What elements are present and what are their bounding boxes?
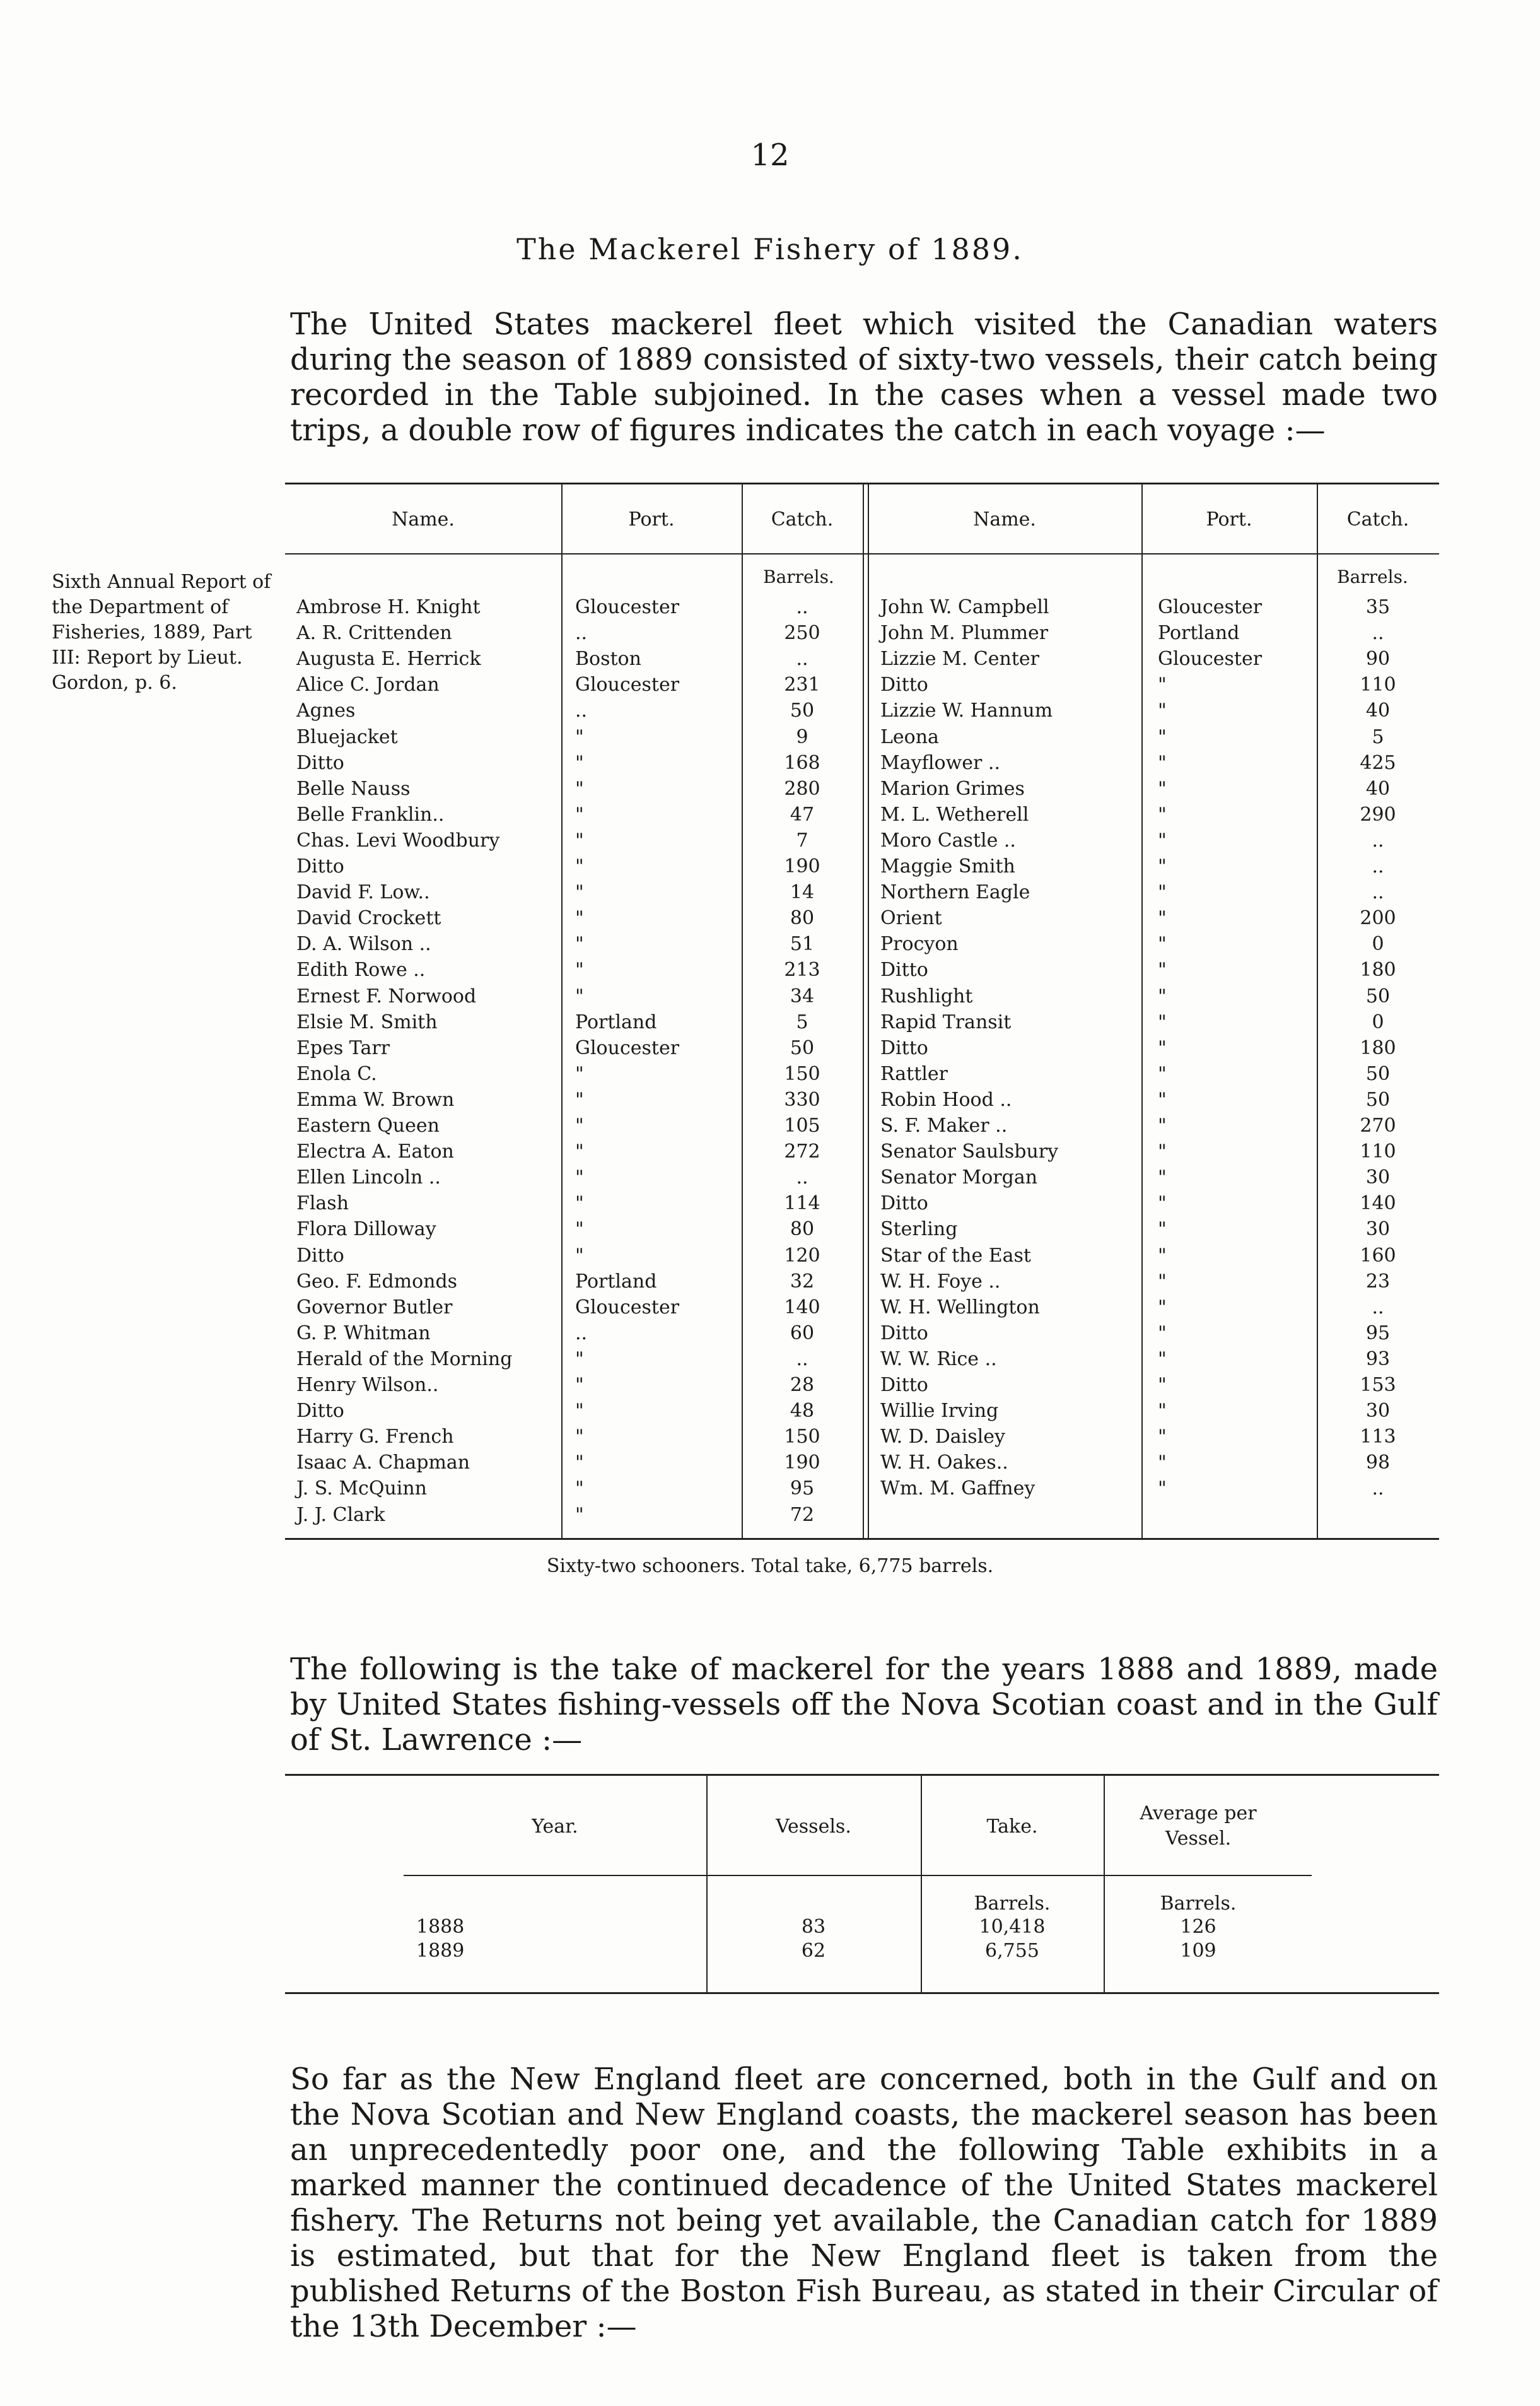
take-header-vessels: Vessels.	[776, 1816, 851, 1838]
right-vessel-name: Orient	[880, 907, 942, 929]
left-vessel-port: "	[575, 1192, 584, 1214]
right-vessel-port: "	[1158, 1452, 1167, 1474]
right-vessel-port: "	[1158, 1166, 1167, 1188]
left-vessel-name: Ditto	[296, 1400, 344, 1422]
left-vessel-port: "	[575, 804, 584, 826]
left-vessel-catch: 231	[784, 674, 820, 696]
left-vessel-port: "	[575, 1504, 584, 1526]
left-vessel-name: Augusta E. Herrick	[296, 648, 481, 670]
left-vessel-catch: 280	[784, 778, 820, 800]
left-vessel-port: Gloucester	[575, 1037, 680, 1059]
right-vessel-name: Lizzie W. Hannum	[880, 700, 1053, 722]
left-vessel-catch: 95	[790, 1477, 815, 1499]
left-vessel-port: "	[575, 1477, 584, 1499]
right-vessel-port: "	[1158, 1011, 1167, 1033]
take-average-cell: 109	[1180, 1940, 1216, 1962]
left-vessel-name: Governor Butler	[296, 1296, 453, 1318]
right-vessel-port: "	[1158, 1270, 1167, 1293]
unit-barrels-left: Barrels.	[763, 566, 834, 587]
right-vessel-name: Robin Hood ..	[880, 1089, 1012, 1111]
right-vessel-catch: 40	[1365, 778, 1391, 800]
left-vessel-name: Herald of the Morning	[296, 1348, 513, 1370]
right-vessel-name: Rapid Transit	[880, 1011, 1012, 1033]
right-vessel-catch: 93	[1365, 1348, 1391, 1370]
right-vessel-port: "	[1158, 1063, 1167, 1085]
left-vessel-name: Chas. Levi Woodbury	[296, 830, 500, 852]
right-vessel-catch: 40	[1365, 700, 1391, 722]
take-unit-average: Barrels.	[1160, 1893, 1237, 1915]
left-vessel-port: "	[575, 726, 584, 748]
right-vessel-name: W. W. Rice ..	[880, 1348, 997, 1370]
left-vessel-name: Ellen Lincoln ..	[296, 1166, 441, 1188]
left-vessel-catch: 50	[790, 1037, 815, 1059]
right-vessel-catch: ..	[1372, 830, 1384, 852]
left-vessel-name: Eastern Queen	[296, 1115, 440, 1137]
left-vessel-port: "	[575, 907, 584, 929]
left-vessel-catch: 272	[784, 1141, 820, 1163]
left-vessel-catch: 105	[784, 1115, 820, 1137]
right-vessel-name: Ditto	[880, 959, 928, 981]
right-vessel-catch: 200	[1360, 907, 1396, 929]
take-unit-take: Barrels.	[974, 1893, 1051, 1915]
right-vessel-name: Wm. M. Gaffney	[880, 1477, 1035, 1499]
left-vessel-port: "	[575, 1115, 584, 1137]
left-vessel-name: Isaac A. Chapman	[296, 1452, 470, 1474]
left-vessel-catch: 213	[784, 959, 820, 981]
left-vessel-catch: 7	[796, 830, 808, 852]
left-vessel-port: "	[575, 830, 584, 852]
right-vessel-catch: 50	[1365, 1089, 1391, 1111]
right-vessel-catch: ..	[1372, 1296, 1384, 1318]
right-vessel-name: Maggie Smith	[880, 855, 1015, 877]
right-vessel-catch: 23	[1365, 1270, 1391, 1293]
left-vessel-port: "	[575, 1063, 584, 1085]
left-vessel-catch: 5	[796, 1011, 808, 1033]
right-vessel-port: "	[1158, 881, 1167, 903]
right-vessel-port: "	[1158, 933, 1167, 955]
left-vessel-name: Harry G. French	[296, 1426, 454, 1448]
right-vessel-name: John M. Plummer	[880, 622, 1049, 644]
right-vessel-name: Procyon	[880, 933, 959, 955]
left-vessel-port: "	[575, 752, 584, 774]
right-vessel-port: "	[1158, 1400, 1167, 1422]
col-divider-double	[863, 483, 864, 1538]
left-vessel-name: Elsie M. Smith	[296, 1011, 438, 1033]
right-vessel-port: "	[1158, 1245, 1167, 1267]
left-vessel-name: Enola C.	[296, 1063, 377, 1085]
left-vessel-name: Epes Tarr	[296, 1037, 390, 1059]
left-vessel-name: Ernest F. Norwood	[296, 985, 477, 1007]
right-vessel-name: W. D. Daisley	[880, 1426, 1005, 1448]
right-vessel-name: Senator Saulsbury	[880, 1141, 1059, 1163]
right-vessel-name: Northern Eagle	[880, 881, 1030, 903]
right-vessel-port: "	[1158, 1426, 1167, 1448]
left-vessel-catch: 190	[784, 1452, 820, 1474]
right-vessel-name: John W. Campbell	[880, 596, 1049, 618]
left-vessel-port: ..	[575, 1322, 588, 1344]
col-divider	[561, 483, 563, 1538]
left-vessel-name: Ambrose H. Knight	[296, 596, 481, 618]
left-vessel-catch: 120	[784, 1245, 820, 1267]
intro-paragraph: The United States mackerel fleet which visited the Canadian waters during the season of 1889 consisted of sixty-two vessels, their catch being recorded in the Table subjoined. In the cases when a vessel made two trips, a double row of figures indicates the catch in each voyage :—	[290, 307, 1438, 448]
left-vessel-name: Agnes	[296, 700, 356, 722]
right-vessel-port: "	[1158, 959, 1167, 981]
margin-note: Sixth Annual Report of the Department of Fisheries, 1889, Part III: Report by Lieut. Gordon, p. 6.	[52, 571, 271, 694]
left-vessel-catch: 34	[790, 985, 815, 1007]
left-vessel-catch: 150	[784, 1426, 820, 1448]
right-vessel-name: Senator Morgan	[880, 1166, 1038, 1188]
table-header-rule	[285, 553, 1439, 555]
left-vessel-catch: 80	[790, 1218, 815, 1240]
right-vessel-port: "	[1158, 752, 1167, 774]
right-vessel-port: "	[1158, 907, 1167, 929]
table-top-rule	[285, 483, 1439, 484]
right-vessel-catch: 50	[1365, 1063, 1391, 1085]
right-vessel-port: "	[1158, 726, 1167, 748]
left-vessel-name: Alice C. Jordan	[296, 674, 440, 696]
take-vessels-cell: 83	[801, 1916, 826, 1938]
left-vessel-port: ..	[575, 700, 588, 722]
right-vessel-port: "	[1158, 1348, 1167, 1370]
take-table-header-rule	[404, 1875, 1312, 1876]
page-number: 12	[750, 138, 790, 173]
left-vessel-port: "	[575, 959, 584, 981]
left-vessel-port: "	[575, 1452, 584, 1474]
take-take-cell: 6,755	[985, 1940, 1039, 1962]
left-vessel-catch: 80	[790, 907, 815, 929]
right-vessel-port: Portland	[1158, 622, 1240, 644]
right-vessel-name: Ditto	[880, 1192, 928, 1214]
right-vessel-name: S. F. Maker ..	[880, 1115, 1008, 1137]
right-vessel-port: "	[1158, 778, 1167, 800]
left-vessel-port: "	[575, 985, 584, 1007]
right-vessel-name: W. H. Oakes..	[880, 1452, 1008, 1474]
right-vessel-name: Mayflower ..	[880, 752, 1001, 774]
right-vessel-name: Star of the East	[880, 1245, 1031, 1267]
left-vessel-port: Portland	[575, 1270, 657, 1293]
right-vessel-name: Lizzie M. Center	[880, 648, 1039, 670]
right-vessel-catch: 50	[1365, 985, 1391, 1007]
left-vessel-port: "	[575, 1348, 584, 1370]
left-vessel-catch: 60	[790, 1322, 815, 1344]
right-vessel-catch: 180	[1360, 959, 1396, 981]
right-vessel-port: "	[1158, 1037, 1167, 1059]
right-vessel-catch: 30	[1365, 1400, 1391, 1422]
left-vessel-catch: 9	[796, 726, 808, 748]
right-vessel-name: Willie Irving	[880, 1400, 999, 1422]
left-vessel-port: "	[575, 1166, 584, 1188]
left-vessel-name: Electra A. Eaton	[296, 1141, 454, 1163]
left-vessel-name: Ditto	[296, 752, 344, 774]
right-vessel-port: "	[1158, 985, 1167, 1007]
left-vessel-name: Henry Wilson..	[296, 1374, 439, 1396]
left-vessel-name: J. J. Clark	[296, 1504, 385, 1526]
right-vessel-catch: 180	[1360, 1037, 1396, 1059]
right-vessel-name: Moro Castle ..	[880, 830, 1016, 852]
right-vessel-catch: 160	[1360, 1245, 1396, 1267]
left-vessel-port: Gloucester	[575, 1296, 680, 1318]
left-vessel-catch: ..	[796, 648, 808, 670]
right-vessel-name: Rattler	[880, 1063, 948, 1085]
left-vessel-catch: ..	[796, 596, 808, 618]
left-vessel-port: Gloucester	[575, 674, 680, 696]
right-vessel-name: Leona	[880, 726, 939, 748]
left-vessel-name: J. S. McQuinn	[296, 1477, 427, 1499]
right-vessel-catch: 0	[1372, 1011, 1384, 1033]
right-vessel-catch: 110	[1360, 1141, 1396, 1163]
header-port-right: Port.	[1206, 508, 1252, 531]
take-header-average: Average per Vessel.	[1140, 1802, 1257, 1850]
right-vessel-name: Rushlight	[880, 985, 973, 1007]
right-vessel-port: Gloucester	[1158, 648, 1263, 670]
left-vessel-port: Boston	[575, 648, 641, 670]
following-paragraph: The following is the take of mackerel for the years 1888 and 1889, made by United States fishing-vessels off the Nova Scotian coast and in the Gulf of St. Lawrence :—	[290, 1652, 1438, 1758]
left-vessel-catch: 48	[790, 1400, 815, 1422]
unit-barrels-right: Barrels.	[1337, 566, 1408, 587]
right-vessel-catch: ..	[1372, 855, 1384, 877]
right-vessel-catch: 425	[1360, 752, 1396, 774]
right-vessel-catch: 30	[1365, 1166, 1391, 1188]
left-vessel-port: Gloucester	[575, 596, 680, 618]
col-divider-double	[868, 483, 869, 1538]
right-vessel-port: "	[1158, 1374, 1167, 1396]
left-vessel-catch: 51	[790, 933, 815, 955]
right-vessel-port: "	[1158, 1296, 1167, 1318]
take-vessels-cell: 62	[801, 1940, 826, 1962]
right-vessel-catch: 270	[1360, 1115, 1396, 1137]
left-vessel-name: Edith Rowe ..	[296, 959, 426, 981]
right-vessel-port: "	[1158, 1089, 1167, 1111]
right-vessel-name: W. H. Wellington	[880, 1296, 1040, 1318]
left-vessel-port: "	[575, 855, 584, 877]
left-vessel-port: Portland	[575, 1011, 657, 1033]
take-average-cell: 126	[1180, 1916, 1216, 1938]
right-vessel-catch: 35	[1365, 596, 1391, 618]
left-vessel-catch: 140	[784, 1296, 820, 1318]
left-vessel-name: D. A. Wilson ..	[296, 933, 431, 955]
take-header-year: Year.	[532, 1816, 578, 1838]
left-vessel-port: "	[575, 933, 584, 955]
right-vessel-name: Sterling	[880, 1218, 958, 1240]
right-vessel-port: "	[1158, 830, 1167, 852]
left-vessel-catch: 47	[790, 804, 815, 826]
take-year-cell: 1889	[416, 1940, 465, 1962]
left-vessel-name: Bluejacket	[296, 726, 398, 748]
right-vessel-port: "	[1158, 1141, 1167, 1163]
left-vessel-port: "	[575, 1089, 584, 1111]
left-vessel-name: David F. Low..	[296, 881, 430, 903]
right-vessel-port: "	[1158, 855, 1167, 877]
right-vessel-port: "	[1158, 1218, 1167, 1240]
left-vessel-name: Belle Franklin..	[296, 804, 445, 826]
take-header-take: Take.	[986, 1816, 1038, 1838]
left-vessel-catch: 330	[784, 1089, 820, 1111]
left-vessel-name: A. R. Crittenden	[296, 622, 452, 644]
left-vessel-catch: 250	[784, 622, 820, 644]
left-vessel-name: Flash	[296, 1192, 349, 1214]
right-vessel-port: Gloucester	[1158, 596, 1263, 618]
left-vessel-name: Belle Nauss	[296, 778, 411, 800]
left-vessel-catch: ..	[796, 1348, 808, 1370]
right-vessel-catch: 153	[1360, 1374, 1396, 1396]
table-bottom-rule	[285, 1538, 1439, 1540]
left-vessel-name: Ditto	[296, 1245, 344, 1267]
left-vessel-port: "	[575, 1400, 584, 1422]
left-vessel-name: G. P. Whitman	[296, 1322, 431, 1344]
left-vessel-catch: 32	[790, 1270, 815, 1293]
left-vessel-port: "	[575, 1245, 584, 1267]
left-vessel-port: "	[575, 778, 584, 800]
left-vessel-catch: 190	[784, 855, 820, 877]
right-vessel-port: "	[1158, 1115, 1167, 1137]
right-vessel-catch: 98	[1365, 1452, 1391, 1474]
right-vessel-name: M. L. Wetherell	[880, 804, 1029, 826]
left-vessel-catch: 114	[784, 1192, 820, 1214]
left-vessel-catch: 14	[790, 881, 815, 903]
section-title: The Mackerel Fishery of 1889.	[516, 232, 1024, 266]
left-vessel-port: ..	[575, 622, 588, 644]
left-vessel-name: Flora Dilloway	[296, 1218, 436, 1240]
left-vessel-name: Emma W. Brown	[296, 1089, 455, 1111]
right-vessel-catch: ..	[1372, 881, 1384, 903]
left-vessel-catch: 72	[790, 1504, 815, 1526]
right-vessel-catch: 113	[1360, 1426, 1396, 1448]
right-vessel-catch: ..	[1372, 622, 1384, 644]
col-divider	[1141, 483, 1143, 1538]
left-vessel-port: "	[575, 1374, 584, 1396]
right-vessel-name: W. H. Foye ..	[880, 1270, 1001, 1293]
table-summary: Sixty-two schooners. Total take, 6,775 barrels.	[546, 1555, 994, 1577]
right-vessel-catch: 110	[1360, 674, 1396, 696]
left-vessel-catch: 50	[790, 700, 815, 722]
right-vessel-port: "	[1158, 1477, 1167, 1499]
right-vessel-port: "	[1158, 700, 1167, 722]
right-vessel-catch: 290	[1360, 804, 1396, 826]
header-catch-left: Catch.	[771, 508, 834, 531]
left-vessel-catch: ..	[796, 1166, 808, 1188]
right-vessel-catch: 5	[1372, 726, 1384, 748]
header-port-left: Port.	[628, 508, 675, 531]
header-catch-right: Catch.	[1346, 508, 1409, 531]
right-vessel-port: "	[1158, 804, 1167, 826]
take-table-bottom-rule	[285, 1992, 1439, 1994]
right-vessel-catch: 90	[1365, 648, 1391, 670]
left-vessel-name: Geo. F. Edmonds	[296, 1270, 458, 1293]
right-vessel-name: Ditto	[880, 1037, 928, 1059]
right-vessel-port: "	[1158, 1322, 1167, 1344]
take-take-cell: 10,418	[979, 1916, 1046, 1938]
left-vessel-catch: 168	[784, 752, 820, 774]
right-vessel-name: Ditto	[880, 674, 928, 696]
right-vessel-catch: 0	[1372, 933, 1384, 955]
right-vessel-catch: 140	[1360, 1192, 1396, 1214]
header-name-left: Name.	[392, 508, 455, 531]
right-vessel-catch: 30	[1365, 1218, 1391, 1240]
right-vessel-catch: ..	[1372, 1477, 1384, 1499]
left-vessel-catch: 28	[790, 1374, 815, 1396]
right-vessel-name: Ditto	[880, 1322, 928, 1344]
left-vessel-catch: 150	[784, 1063, 820, 1085]
right-vessel-catch: 95	[1365, 1322, 1391, 1344]
left-vessel-port: "	[575, 1426, 584, 1448]
right-vessel-port: "	[1158, 674, 1167, 696]
header-name-right: Name.	[973, 508, 1036, 531]
take-table-top-rule	[285, 1774, 1439, 1776]
left-vessel-port: "	[575, 1218, 584, 1240]
take-year-cell: 1888	[416, 1916, 465, 1938]
left-vessel-port: "	[575, 1141, 584, 1163]
right-vessel-name: Marion Grimes	[880, 778, 1025, 800]
closing-paragraph: So far as the New England fleet are concerned, both in the Gulf and on the Nova Scotian and New England coasts, the mackerel season has been an unprecedentedly poor one, and the following Table exhibits in a marked manner the continued decadence of the United States mackerel fishery. The Returns not being yet available, the Canadian catch for 1889 is estimated, but that for the New England fleet is taken from the published Returns of the Boston Fish Bureau, as stated in their Circular of the 13th December :—	[290, 2062, 1438, 2344]
right-vessel-name: Ditto	[880, 1374, 928, 1396]
left-vessel-name: Ditto	[296, 855, 344, 877]
left-vessel-port: "	[575, 881, 584, 903]
right-vessel-port: "	[1158, 1192, 1167, 1214]
left-vessel-name: David Crockett	[296, 907, 441, 929]
